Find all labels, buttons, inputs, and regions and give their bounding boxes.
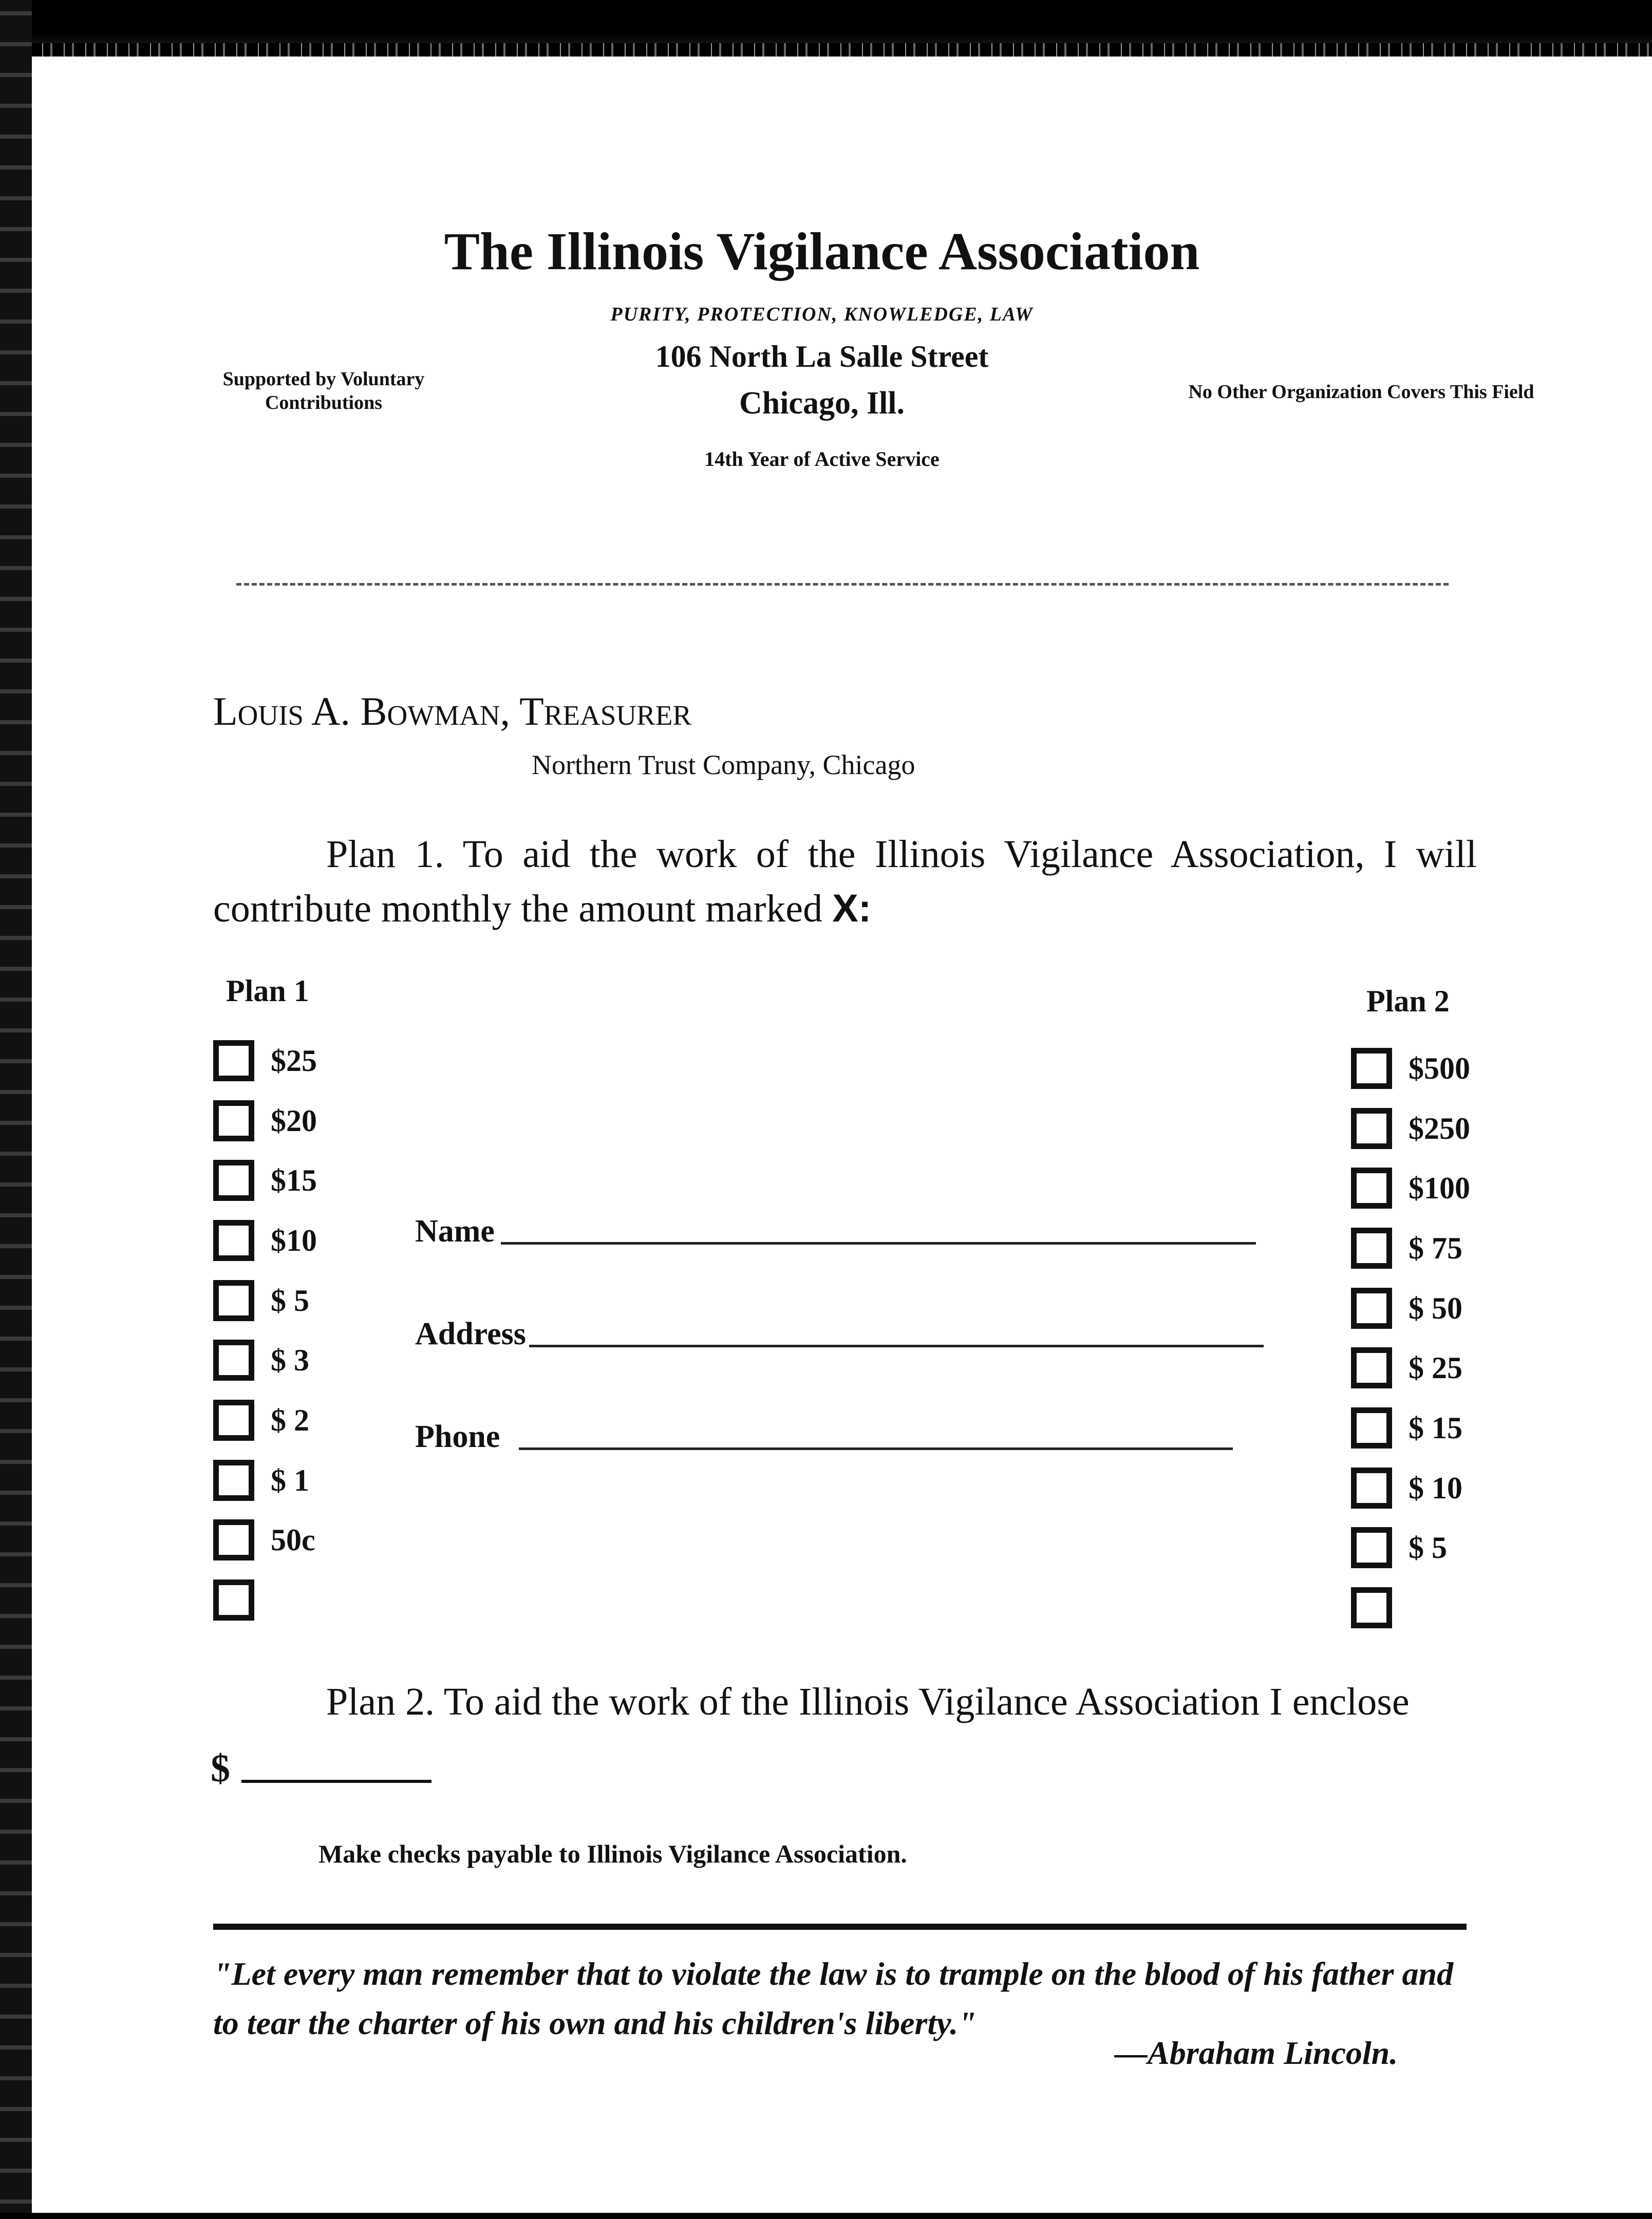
scan-border-top — [0, 0, 1652, 57]
plan1-text — [213, 827, 1477, 936]
option-label: $ 1 — [271, 1463, 309, 1497]
checkbox[interactable] — [1351, 1168, 1392, 1209]
plan2-text — [213, 1680, 1477, 1724]
quote-attribution: —Abraham Lincoln. — [1115, 2035, 1398, 2071]
plan1-option[interactable] — [213, 1100, 317, 1141]
plan1-option[interactable] — [213, 1220, 317, 1261]
checkbox[interactable] — [213, 1280, 254, 1321]
plan1-option[interactable] — [213, 1280, 309, 1321]
treasurer-bank: Northern Trust Company, Chicago — [532, 749, 915, 780]
checkbox[interactable] — [1351, 1527, 1392, 1568]
plan1-marker: X: — [832, 887, 872, 930]
plan1-heading: Plan 1 — [226, 974, 309, 1008]
org-years: 14th Year of Active Service — [704, 447, 940, 471]
option-label: $ 5 — [271, 1283, 309, 1318]
phone-field[interactable] — [519, 1447, 1233, 1450]
option-label: 50c — [271, 1522, 315, 1557]
option-label: $ 75 — [1409, 1231, 1462, 1265]
checkbox[interactable] — [1351, 1468, 1392, 1509]
support-note: Supported by Voluntary Contributions — [222, 368, 425, 413]
checkbox[interactable] — [213, 1220, 254, 1261]
option-label: $ 2 — [271, 1403, 309, 1437]
plan2-option[interactable] — [1351, 1407, 1462, 1449]
org-street: 106 North La Salle Street — [655, 340, 989, 373]
lincoln-quote: "Let every man remember that to violate the law is to trample on the blood of his father and to tear the charter of his own and his children's liberty." — [213, 1955, 1454, 2041]
org-city: Chicago, Ill. — [739, 386, 905, 421]
org-title: The Illinois Vigilance Association — [444, 222, 1200, 281]
plan1-option[interactable] — [213, 1160, 317, 1201]
field-note: No Other Organization Covers This Field — [1188, 381, 1534, 403]
org-motto: PURITY, PROTECTION, KNOWLEDGE, LAW — [610, 304, 1034, 325]
option-label: $ 10 — [1409, 1471, 1462, 1505]
faded-stamp — [354, 606, 1382, 678]
scan-border-bottom — [0, 2213, 1652, 2219]
option-label: $ 5 — [1409, 1530, 1447, 1565]
plan2-heading: Plan 2 — [1366, 984, 1450, 1018]
name-label: Name — [415, 1214, 495, 1249]
checkbox[interactable] — [213, 1100, 254, 1141]
checkbox[interactable] — [213, 1519, 254, 1560]
option-label: $ 25 — [1409, 1350, 1462, 1385]
plan2-option[interactable] — [1351, 1527, 1447, 1568]
plan2-option[interactable] — [1351, 1168, 1470, 1209]
plan1-option[interactable] — [213, 1040, 317, 1081]
checkbox[interactable] — [1351, 1347, 1392, 1388]
stamp-dash-line — [236, 583, 1449, 586]
checkbox[interactable] — [1351, 1048, 1392, 1089]
plan1-option[interactable] — [213, 1460, 309, 1501]
option-label: $ 50 — [1409, 1291, 1462, 1325]
plan1-text-lead: Plan 1. To aid the work of the Illinois Vigilance Association, I will contribute monthly the amount marked — [213, 833, 1477, 930]
name-field[interactable] — [501, 1242, 1256, 1245]
checkbox[interactable] — [213, 1340, 254, 1381]
divider — [213, 1924, 1467, 1930]
plan1-option[interactable] — [213, 1579, 271, 1621]
option-label: $500 — [1409, 1051, 1470, 1085]
option-label: $ 15 — [1409, 1411, 1462, 1445]
checkbox[interactable] — [213, 1579, 254, 1621]
option-label: $ 3 — [271, 1343, 309, 1377]
option-label: $10 — [271, 1223, 317, 1257]
dollar-sign: $ — [211, 1747, 230, 1790]
plan1-option[interactable] — [213, 1340, 309, 1381]
option-label: $20 — [271, 1103, 317, 1138]
checkbox[interactable] — [1351, 1108, 1392, 1149]
option-label: $250 — [1409, 1111, 1470, 1145]
plan2-option[interactable] — [1351, 1288, 1462, 1329]
scan-border-left — [0, 0, 32, 2219]
plan2-option[interactable] — [1351, 1587, 1409, 1628]
option-label: $25 — [271, 1043, 317, 1078]
checkbox[interactable] — [213, 1040, 254, 1081]
checks-note: Make checks payable to Illinois Vigilance Association. — [318, 1839, 907, 1868]
option-label: $100 — [1409, 1171, 1470, 1205]
checkbox[interactable] — [213, 1160, 254, 1201]
plan2-option[interactable] — [1351, 1108, 1470, 1149]
checkbox[interactable] — [1351, 1587, 1392, 1628]
plan2-option[interactable] — [1351, 1228, 1462, 1269]
phone-label: Phone — [415, 1419, 500, 1454]
amount-field[interactable] — [241, 1780, 431, 1783]
option-label: $15 — [271, 1163, 317, 1197]
plan2-option[interactable] — [1351, 1468, 1462, 1509]
address-label: Address — [415, 1317, 526, 1351]
treasurer-name: Louis A. Bowman, Treasurer — [213, 689, 692, 734]
plan2-option[interactable] — [1351, 1048, 1470, 1089]
plan1-option[interactable] — [213, 1400, 309, 1441]
checkbox[interactable] — [213, 1460, 254, 1501]
checkbox[interactable] — [1351, 1407, 1392, 1449]
checkbox[interactable] — [213, 1400, 254, 1441]
address-field[interactable] — [529, 1345, 1264, 1347]
plan2-text-line: Plan 2. To aid the work of the Illinois Vigilance Association I enclose — [326, 1680, 1410, 1723]
plan1-option[interactable] — [213, 1519, 315, 1560]
checkbox[interactable] — [1351, 1288, 1392, 1329]
plan2-option[interactable] — [1351, 1347, 1462, 1388]
checkbox[interactable] — [1351, 1228, 1392, 1269]
